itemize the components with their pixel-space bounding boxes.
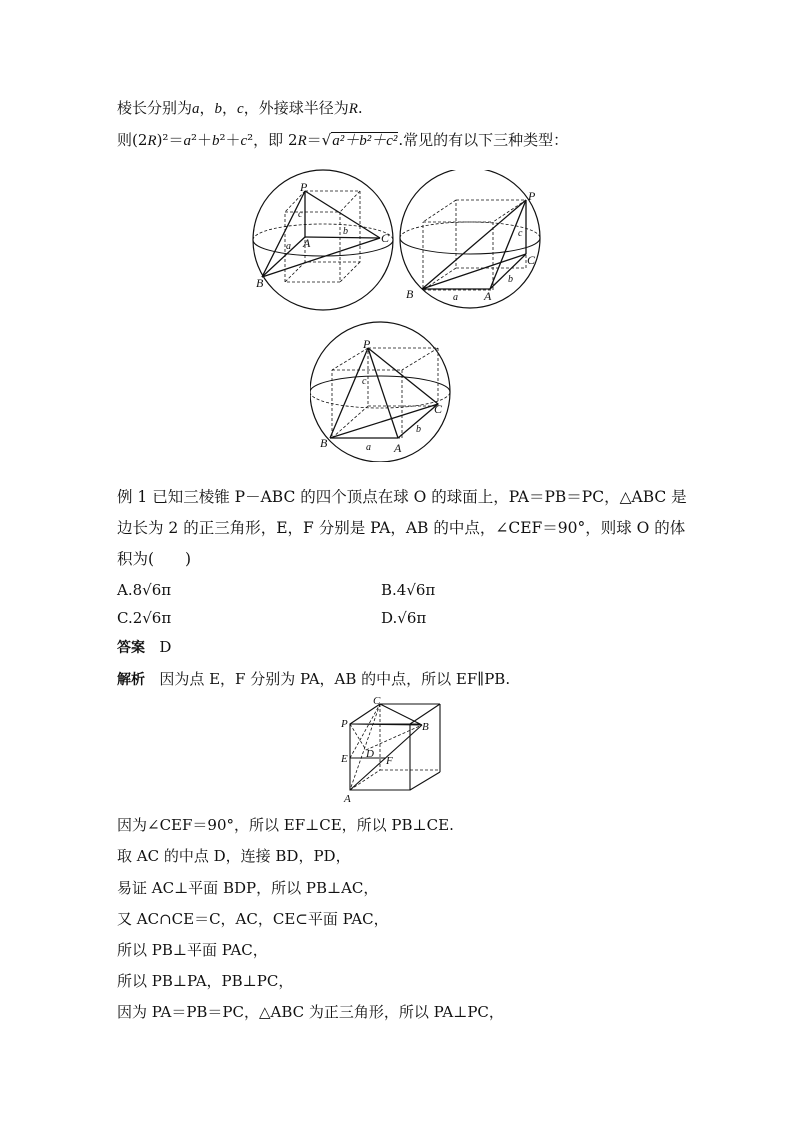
sphere-figure-3 <box>310 320 460 462</box>
label-a: a <box>453 292 458 303</box>
label-P: P <box>300 180 308 194</box>
var-a: a <box>192 101 200 117</box>
text: 棱长分别为 <box>117 99 193 117</box>
var-a: a <box>183 133 191 149</box>
label-c: c <box>298 209 303 220</box>
step-1: 因为∠CEF＝90°，所以 EF⊥CE，所以 PB⊥CE. <box>117 816 454 834</box>
label-c: c <box>518 228 523 239</box>
example-line-1: 例 1 已知三棱锥 P－ABC 的四个顶点在球 O 的球面上，PA＝PB＝PC，△ABC 是 <box>117 488 687 506</box>
label-P: P <box>528 189 536 203</box>
text: ²＋ <box>190 131 212 149</box>
cube-figure <box>336 694 466 806</box>
answer-value: D <box>159 638 172 656</box>
var-c: c <box>237 101 244 117</box>
analysis-line <box>117 669 510 690</box>
label-a: a <box>366 442 371 453</box>
text: ²＋ <box>219 131 241 149</box>
text-line-1 <box>117 98 363 119</box>
sqrt-content: a²＋b²＋c² <box>332 133 398 149</box>
sep: ， <box>199 99 215 117</box>
step-2: 取 AC 的中点 D，连接 BD，PD， <box>117 847 351 865</box>
var-b: b <box>214 101 223 117</box>
step-5: 所以 PB⊥平面 PAC， <box>117 941 268 959</box>
text: )²＝ <box>156 131 184 149</box>
sep: ， <box>222 99 238 117</box>
label-b: b <box>343 226 348 237</box>
sqrt-sign: ＝√ <box>306 131 332 149</box>
label-B: B <box>256 276 264 290</box>
label-A: A <box>484 289 492 303</box>
answer-line <box>117 637 171 658</box>
var-r: R <box>297 133 307 149</box>
sphere-figure-2 <box>398 170 548 310</box>
step-6: 所以 PB⊥PA，PB⊥PC， <box>117 972 294 990</box>
example-line-3: 积为( ) <box>117 550 192 568</box>
var-r: R <box>147 133 157 149</box>
label-C: C <box>527 253 536 267</box>
label-C: C <box>373 695 381 707</box>
label-A: A <box>303 236 311 250</box>
text: 则(2 <box>117 131 148 149</box>
answer-label: 答案 <box>117 640 145 656</box>
text-line-2 <box>117 130 568 151</box>
option-a: A.8√6π <box>117 581 172 599</box>
step-7: 因为 PA＝PB＝PC，△ABC 为正三角形，所以 PA⊥PC， <box>117 1003 504 1021</box>
step-4: 又 AC∩CE＝C，AC，CE⊂平面 PAC， <box>117 910 389 928</box>
label-b: b <box>416 424 421 435</box>
example-line-2: 边长为 2 的正三角形，E，F 分别是 PA，AB 的中点，∠CEF＝90°，则球 O 的体 <box>117 519 686 537</box>
step-3: 易证 AC⊥平面 BDP，所以 PB⊥AC， <box>117 879 379 897</box>
var-r: R <box>348 101 358 117</box>
label-A: A <box>344 793 351 805</box>
option-d: D.√6π <box>381 609 427 627</box>
label-F: F <box>386 755 393 767</box>
var-c: c <box>240 133 248 149</box>
label-D: D <box>366 748 374 760</box>
label-B: B <box>422 721 429 733</box>
var-b: b <box>211 133 220 149</box>
label-B: B <box>320 436 328 450</box>
option-c: C.2√6π <box>117 609 172 627</box>
analysis-text: 因为点 E，F 分别为 PA，AB 的中点，所以 EF∥PB. <box>159 670 511 688</box>
label-a: a <box>286 241 291 252</box>
label-P: P <box>341 718 348 730</box>
option-b: B.4√6π <box>381 581 436 599</box>
label-P: P <box>363 337 371 351</box>
label-C: C <box>434 402 443 416</box>
label-A: A <box>394 441 402 455</box>
text: ，外接球半径为 <box>243 99 349 117</box>
label-b: b <box>508 274 513 285</box>
label-C: C <box>381 231 390 245</box>
period: . <box>357 99 363 117</box>
label-c: c <box>362 376 367 387</box>
label-B: B <box>406 287 414 301</box>
label-E: E <box>341 753 348 765</box>
analysis-label: 解析 <box>117 672 145 688</box>
sphere-figure-1 <box>250 164 400 314</box>
text: ²，即 2 <box>247 131 298 149</box>
text: .常见的有以下三种类型： <box>398 131 569 149</box>
